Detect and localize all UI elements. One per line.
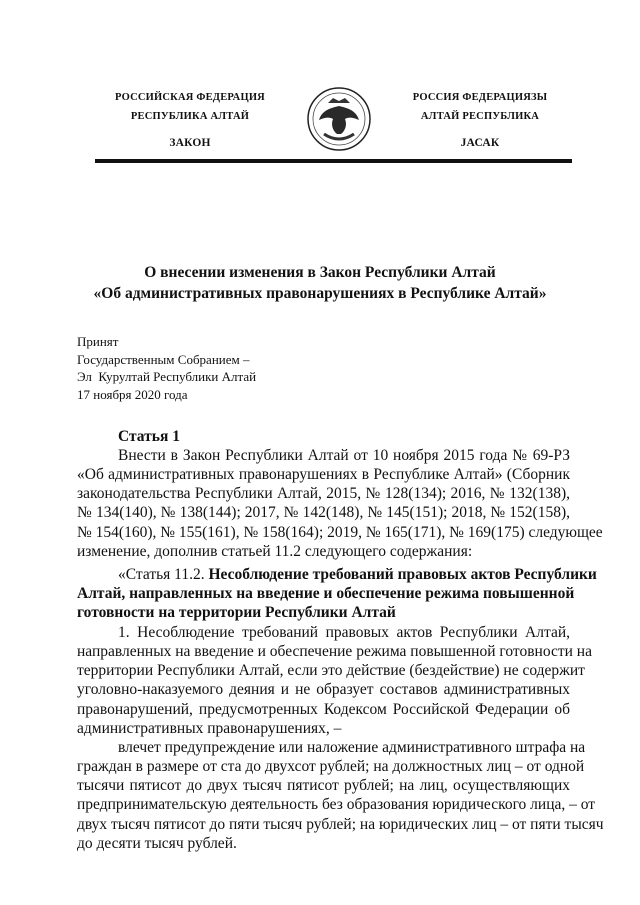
paragraph-penalty bbox=[77, 738, 604, 853]
adoption-line: Принят bbox=[77, 334, 119, 349]
text-line: № 154(160), № 155(161), № 158(164); 2019, № 165(171), № 169(175) следующее bbox=[77, 523, 603, 541]
header-left bbox=[90, 88, 290, 153]
text-line: изменение, дополнив статьей 11.2 следующего содержания: bbox=[77, 542, 473, 560]
text-line: «Об административных правонарушениях в Республике Алтай» (Сборник bbox=[77, 466, 570, 484]
republic-name-altai: АЛТАЙ РЕСПУБЛИКА bbox=[420, 111, 540, 122]
country-name-altai: РОССИЯ ФЕДЕРАЦИЯЗЫ bbox=[412, 92, 548, 103]
text-line: 1. Несоблюдение требований правовых актов Республики Алтай, bbox=[118, 624, 570, 641]
text-line: тысячи пятисот до двух тысяч пятисот рублей; на лиц, осуществляющих bbox=[77, 777, 570, 795]
doc-type-altai: JАСАК bbox=[460, 137, 500, 149]
header-divider bbox=[95, 159, 572, 163]
country-name: РОССИЙСКАЯ ФЕДЕРАЦИЯ bbox=[115, 92, 265, 103]
header-right bbox=[380, 88, 580, 153]
text-line: Внести в Закон Республики Алтай от 10 ноября 2015 года № 69-РЗ bbox=[118, 447, 570, 464]
article-heading: Статья 1 bbox=[118, 428, 180, 445]
adoption-line: Государственным Собранием – bbox=[77, 351, 250, 367]
article-title-line: Несоблюдение требований правовых актов Республики bbox=[208, 566, 597, 583]
text-line: направленных на введение и обеспечение режима повышенной готовности на bbox=[77, 643, 592, 661]
article-title-line: готовности на территории Республики Алтай bbox=[77, 604, 396, 622]
paragraph-clause-1 bbox=[77, 623, 592, 738]
title-line: «Об административных правонарушениях в Республике Алтай» bbox=[93, 285, 547, 302]
title-line: О внесении изменения в Закон Республики Алтай bbox=[144, 264, 496, 281]
text-line: до десяти тысяч рублей. bbox=[77, 834, 237, 852]
article-11-2-heading bbox=[77, 565, 597, 622]
text-line: № 134(140), № 138(144); 2017, № 142(148), № 145(151); 2018, № 152(158), bbox=[77, 504, 570, 522]
paragraph-amendment bbox=[77, 446, 603, 561]
republic-name: РЕСПУБЛИКА АЛТАЙ bbox=[130, 111, 250, 122]
adoption-date: 17 ноября 2020 года bbox=[77, 386, 188, 402]
adoption-info bbox=[77, 333, 256, 403]
document-title bbox=[0, 262, 640, 304]
text-line: законодательства Республики Алтай, 2015, № 128(134); 2016, № 132(138), bbox=[77, 485, 570, 503]
text-line: административных правонарушениях, – bbox=[77, 719, 342, 737]
text-line: двух тысяч пятисот до пяти тысяч рублей; на юридических лиц – от пяти тысяч bbox=[77, 815, 604, 833]
text-line: правонарушений, предусмотренных Кодексом Российской Федерации об bbox=[77, 700, 570, 718]
text-line: граждан в размере от ста до двухсот рублей; на должностных лиц – от одной bbox=[77, 758, 585, 776]
article-title-line: Алтай, направленных на введение и обеспечение режима повышенной bbox=[77, 585, 575, 603]
text-line: уголовно-наказуемого деяния и не образует составов административных bbox=[77, 681, 570, 699]
text-line: предпринимательскую деятельность без образования юридического лица, – от bbox=[77, 796, 596, 814]
coat-of-arms-emblem bbox=[306, 86, 372, 152]
doc-type: ЗАКОН bbox=[169, 137, 211, 149]
text-line: влечет предупреждение или наложение административного штрафа на bbox=[118, 739, 586, 756]
text-line: территории Республики Алтай, если это действие (бездействие) не содержит bbox=[77, 662, 585, 680]
article-number: «Статья 11.2. bbox=[118, 566, 209, 583]
adoption-line: Эл Курултай Республики Алтай bbox=[77, 369, 257, 384]
